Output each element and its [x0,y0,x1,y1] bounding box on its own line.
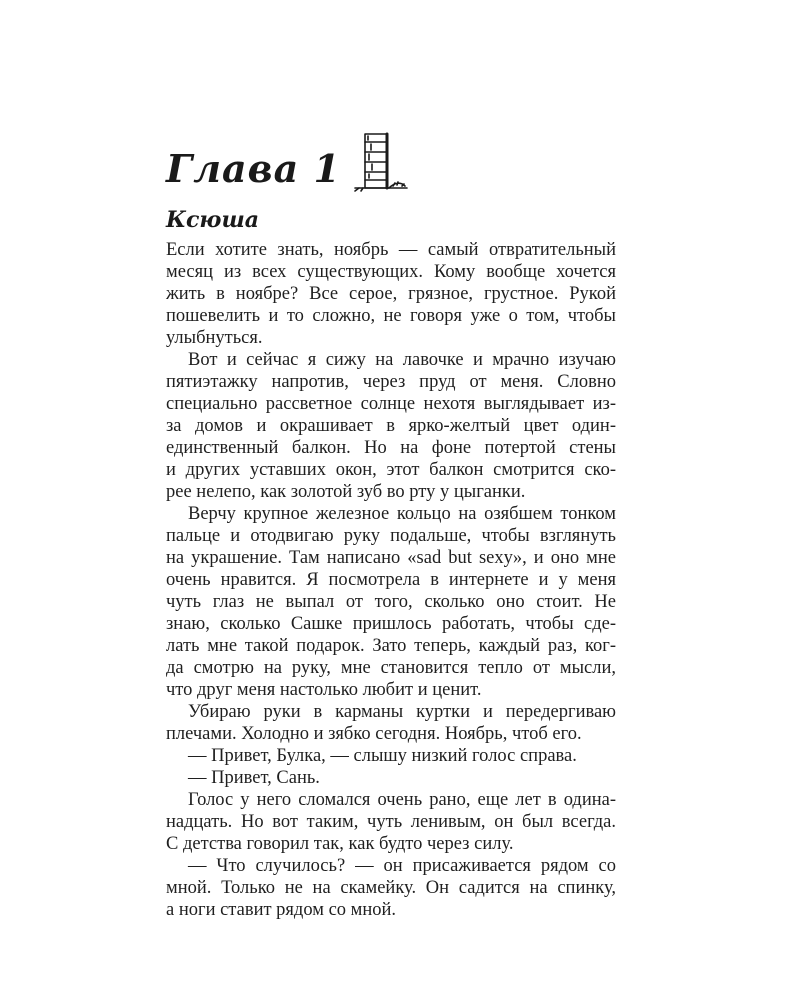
text-line: С детства говорил так, как будто через силу. [166,834,514,854]
text-line: — Привет, Булка, — слышу низкий голос справа. [188,746,577,766]
text-line: за домов и окрашивает в ярко-желтый цвет один- [166,416,616,436]
text-line: пальце и отодвигаю руку подальше, чтобы взглянуть [166,526,616,546]
text-line: Убираю руки в карманы куртки и передергиваю [188,702,616,722]
text-line: месяц из всех существующих. Кому вообще хочется [166,262,616,282]
text-line: чуть глаз не выпал от того, сколько оно стоит. Не [166,592,616,612]
text-line: единственный балкон. Но на фоне потертой стены [166,438,616,458]
text-line: рее нелепо, как золотой зуб во рту у цыганки. [166,482,526,502]
text-line: да смотрю на руку, мне становится тепло от мысли, [166,658,616,678]
text-line: на украшение. Там написано «sad but sexy», и оно мне [166,548,616,568]
text-line: — Привет, Сань. [188,768,320,788]
text-line: Вот и сейчас я сижу на лавочке и мрачно изучаю [188,350,616,370]
text-line: лать мне такой подарок. Зато теперь, каждый раз, ког- [166,636,616,656]
text-line: что друг меня настолько любит и ценит. [166,680,482,700]
text-line: пятиэтажку напротив, через пруд от меня. Словно [166,372,616,392]
text-line: — Что случилось? — он присаживается рядом со [188,856,616,876]
text-line: и других уставших окон, этот балкон смотрится ско- [166,460,616,480]
chapter-title: Глава 1 [166,146,341,191]
text-line: мной. Только не на скамейку. Он садится на спинку, [166,878,616,898]
body-text [166,239,616,921]
text-line: улыбнуться. [166,328,263,348]
text-line: пошевелить и то сложно, не говоря уже о том, чтобы [166,306,616,326]
section-title: Ксюша [166,207,259,233]
text-line: надцать. Но вот таким, чуть ленивым, он был всегда. [166,812,616,832]
text-line: жить в ноябре? Все серое, грязное, грустное. Рукой [166,284,616,304]
chapter-heading [166,132,413,194]
text-line: специально рассветное солнце нехотя выглядывает из- [166,394,616,414]
stacked-boxes-sketch-icon [347,132,413,194]
text-line: очень нравится. Я посмотрела в интернете и у меня [166,570,616,590]
text-line: Голос у него сломался очень рано, еще лет в одина- [188,790,616,810]
text-line: знаю, сколько Сашке пришлось работать, чтобы сде- [166,614,616,634]
text-line: Если хотите знать, ноябрь — самый отвратительный [166,240,616,260]
text-line: Верчу крупное железное кольцо на озябшем тонком [188,504,616,524]
text-line: а ноги ставит рядом со мной. [166,900,397,920]
text-line: плечами. Холодно и зябко сегодня. Ноябрь, чтоб его. [166,724,582,744]
